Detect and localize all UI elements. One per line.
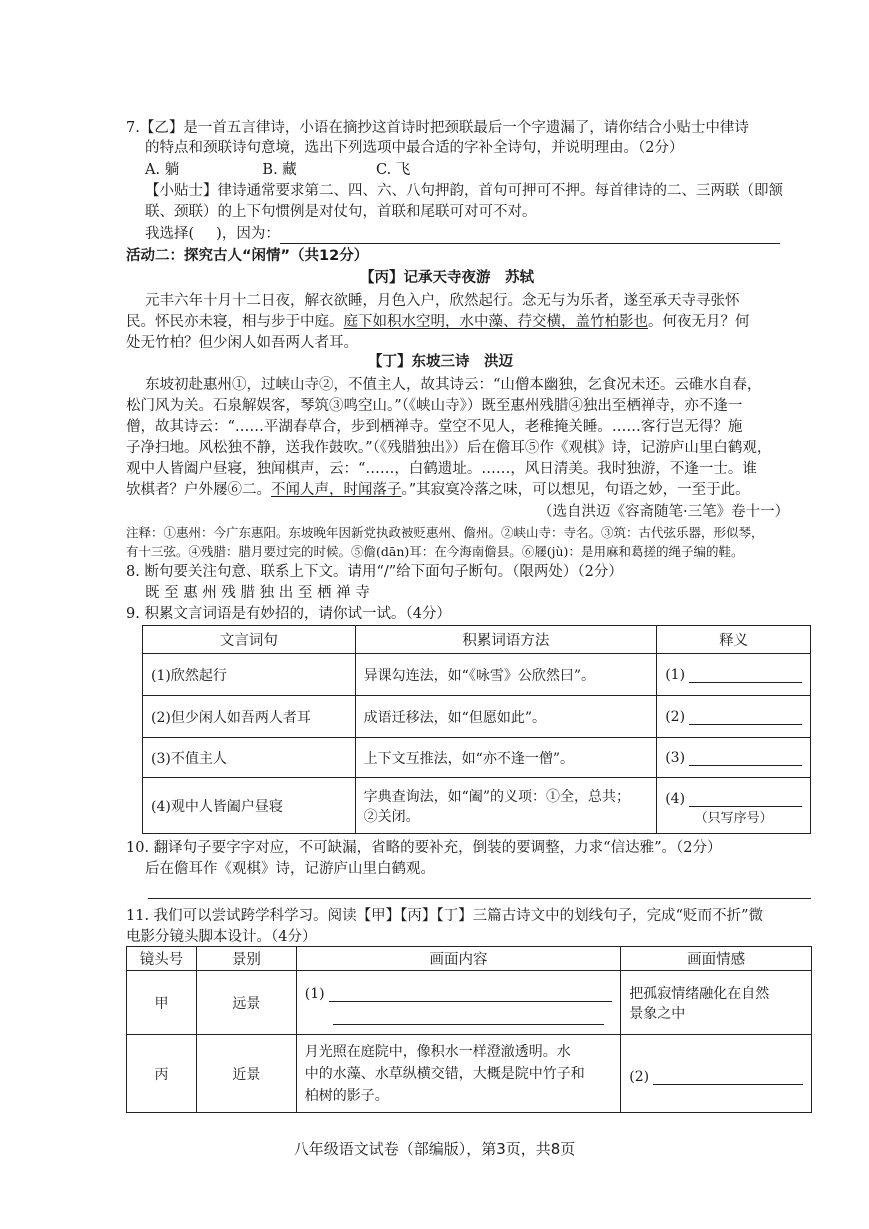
q11-row2-emotion-label: (2) (629, 1068, 650, 1085)
q7-option-c: C. 飞 (376, 162, 411, 178)
q9-header-row (143, 626, 811, 654)
q9-row1-method: 异课勾连法，如“《咏雪》公欣然曰”。 (355, 654, 657, 696)
q9-row3-phrase: (3)不值主人 (143, 738, 356, 778)
q11-row1-content-line1[interactable] (329, 985, 613, 1002)
q9-row4-answer-note: （只写序号） (694, 811, 773, 826)
q11-row1-content-label: (1) (304, 986, 325, 1002)
q11-row1-content[interactable] (296, 971, 620, 1035)
q11-row2-scale: 近景 (196, 1035, 296, 1113)
activity2-heading: 活动二：探究古人“闲情”（共12分） (126, 248, 369, 264)
q7-answer-line (145, 224, 810, 244)
ding-line1: 东坡初赴惠州①，过峡山寺②，不值主人，故其诗云：“山僧本幽独，乞食况未还。云碓水自春， (145, 377, 762, 393)
q9-row4-method (355, 778, 657, 834)
q9-row1-answer[interactable] (657, 654, 811, 696)
ding-line6 (126, 480, 750, 500)
q9-header-phrase: 文言词句 (143, 626, 356, 654)
q9-row1-answer-line[interactable] (689, 666, 802, 683)
q11-header-row (127, 947, 812, 971)
bing-line1: 元丰六年十月十二日夜，解衣欲睡，月色入户，欣然起行。念无与为乐者，遂至承天寺寻张怀 (145, 293, 740, 309)
q10-answer-line[interactable] (148, 898, 811, 899)
ding-line5: 观中人皆阖户昼寝，独闻棋声，云：“……，白鹤遗址。……，风日清美。我时独游，不逢一士。谁 (126, 461, 757, 477)
q7-answer-prefix: 我选择( (145, 226, 195, 242)
q7-option-a: A. 躺 (145, 162, 180, 178)
q9-header-method: 积累词语方法 (355, 626, 657, 654)
q11-row (127, 1035, 812, 1113)
ding-underlined-sentence: 不闻人声，时闻落子 (271, 482, 402, 498)
q11-row2-content-line3: 柏树的影子。 (304, 1087, 389, 1104)
q9-row4-answer[interactable] (657, 778, 811, 834)
q11-row1-emotion (621, 971, 812, 1035)
ding-line6-start: 欤棋者？户外屦⑥二。 (126, 482, 271, 498)
q7-answer-mid: )，因为： (216, 226, 280, 242)
q9-line1: 9. 积累文言词语是有妙招的，请你试一试。（4分） (126, 606, 451, 622)
q9-row (143, 738, 811, 778)
bing-underlined-sentence: 庭下如积水空明，水中藻、荇交横，盖竹柏影也 (343, 314, 648, 330)
q11-row1-content-line2[interactable] (333, 1002, 604, 1025)
notes-line1: 注释：①惠州：今广东惠阳。东坡晚年因新党执政被贬惠州、儋州。②峡山寺：寺名。③筑：古代弦乐器，形似琴， (126, 525, 764, 540)
q9-row4-method-line2: ②关闭。 (363, 808, 420, 825)
q9-row (143, 654, 811, 696)
ding-line6-end: 。”其寂寞冷落之味，可以想见，句语之妙，一至于此。 (401, 482, 750, 498)
ding-line2: 松门风为关。石泉解娱客，琴筑③鸣空山。”（《峡山寺》）既至惠州残腊④独出至栖禅寺，亦不逢一 (126, 398, 743, 414)
q9-row1-answer-label: (1) (665, 667, 686, 683)
q7-options (145, 160, 410, 180)
q11-line1: 11. 我们可以尝试跨学科学习。阅读【甲】【丙】【丁】三篇古诗文中的划线句子，完成“贬而不折”微 (126, 908, 763, 924)
q9-row3-answer-label: (3) (665, 750, 686, 766)
q11-row1-emotion-line1: 把孤寂情绪融化在自然 (629, 985, 770, 1002)
q11-row2-content-line1: 月光照在庭院中，像积水一样澄澈透明。水 (304, 1043, 571, 1060)
q9-row2-phrase: (2)但少闲人如吾两人者耳 (143, 696, 356, 738)
q7-line1: 7.【乙】是一首五言律诗，小语在摘抄这首诗时把颈联最后一个字遗漏了，请你结合小贴士中律诗 (126, 120, 749, 136)
bing-title: 【丙】记承天寺夜游 苏轼 (360, 270, 534, 286)
q7-tip-line1: 【小贴士】律诗通常要求第二、四、六、八句押韵，首句可押可不押。每首律诗的二、三两联（即颔 (145, 183, 783, 199)
bing-line2 (126, 312, 750, 332)
q7-option-b: B. 藏 (262, 162, 297, 178)
q11-row2-shot: 丙 (127, 1035, 197, 1113)
ding-line4: 子净扫地。风松独不静，送我作鼓吹。”（《残腊独出》）后在儋耳⑤作《观棋》诗，记游庐山里白鹤观， (126, 440, 772, 456)
q7-line2: 的特点和颈联诗句意境，选出下列选项中最合适的字补全诗句，并说明理由。（2分） (145, 140, 684, 156)
q9-header-meaning: 释义 (657, 626, 811, 654)
page-footer: 八年级语文试卷（部编版），第3页，共8页 (293, 1140, 576, 1158)
q11-row (127, 971, 812, 1035)
q11-row1-emotion-line2: 景象之中 (629, 1005, 686, 1022)
q9-row3-method: 上下文互推法，如“亦不逢一僧”。 (355, 738, 657, 778)
notes-line2: 有十三弦。④残腊：腊月要过完的时候。⑤儋(dān)耳：在今海南儋县。⑥屦(jù)：是用麻和葛搓的绳子编的鞋。 (126, 544, 744, 559)
q11-row2-emotion[interactable] (621, 1035, 812, 1113)
q11-row1-scale: 远景 (196, 971, 296, 1035)
q11-header-content: 画面内容 (296, 947, 620, 971)
q11-row1-shot: 甲 (127, 971, 197, 1035)
q11-header-emotion: 画面情感 (621, 947, 812, 971)
q11-row2-content (296, 1035, 620, 1113)
q8-sentence[interactable]: 既 至 惠 州 残 腊 独 出 至 栖 禅 寺 (145, 585, 370, 601)
q9-row4-method-line1: 字典查询法，如“阖”的义项：①全，总共； (363, 788, 630, 805)
q9-row2-answer[interactable] (657, 696, 811, 738)
q8-line1: 8. 断句要关注句意、联系上下文。请用“/”给下面句子断句。（限两处）（2分） (126, 564, 623, 580)
q7-answer-blank[interactable] (280, 227, 780, 244)
q9-table (142, 625, 811, 834)
q10-sentence: 后在儋耳作《观棋》诗，记游庐山里白鹤观。 (145, 861, 435, 877)
q9-row2-method: 成语迁移法，如“但愿如此”。 (355, 696, 657, 738)
q9-row1-phrase: (1)欣然起行 (143, 654, 356, 696)
ding-title: 【丁】东坡三诗 洪迈 (368, 354, 513, 370)
ding-source: （选自洪迈《容斋随笔·三笔》卷十一） (538, 504, 790, 520)
q9-row (143, 778, 811, 834)
q11-line2: 电影分镜头脚本设计。（4分） (126, 929, 317, 945)
bing-line2-start: 民。怀民亦未寝，相与步于中庭。 (126, 314, 344, 330)
q11-row2-emotion-line[interactable] (653, 1068, 803, 1085)
q11-header-scale: 景别 (196, 947, 296, 971)
q9-row4-answer-label: (4) (665, 791, 686, 807)
q9-row2-answer-line[interactable] (689, 708, 802, 725)
q7-tip-line2: 联、颈联）的上下句惯例是对仗句，首联和尾联可对可不对。 (145, 204, 537, 220)
bing-line2-end: 。何夜无月？何 (648, 314, 750, 330)
q9-row (143, 696, 811, 738)
q9-row4-answer-line[interactable] (689, 790, 802, 807)
q9-row3-answer-line[interactable] (689, 749, 802, 766)
q11-header-shot: 镜头号 (127, 947, 197, 971)
q9-row4-phrase: (4)观中人皆阖户昼寝 (143, 778, 356, 834)
q11-row2-content-line2: 中的水藻、水草纵横交错，大概是院中竹子和 (304, 1065, 585, 1082)
q10-line1: 10. 翻译句子要字字对应，不可缺漏，省略的要补充，倒装的要调整，力求“信达雅”。（2分） (126, 840, 722, 856)
q9-row2-answer-label: (2) (665, 709, 686, 725)
q11-table (126, 946, 812, 1113)
bing-line3: 处无竹柏？但少闲人如吾两人者耳。 (126, 335, 358, 351)
q9-row3-answer[interactable] (657, 738, 811, 778)
ding-line3: 僧，故其诗云：“……平湖春草合，步到栖禅寺。堂空不见人，老稚掩关睡。……客行岂无得？施 (126, 419, 743, 435)
